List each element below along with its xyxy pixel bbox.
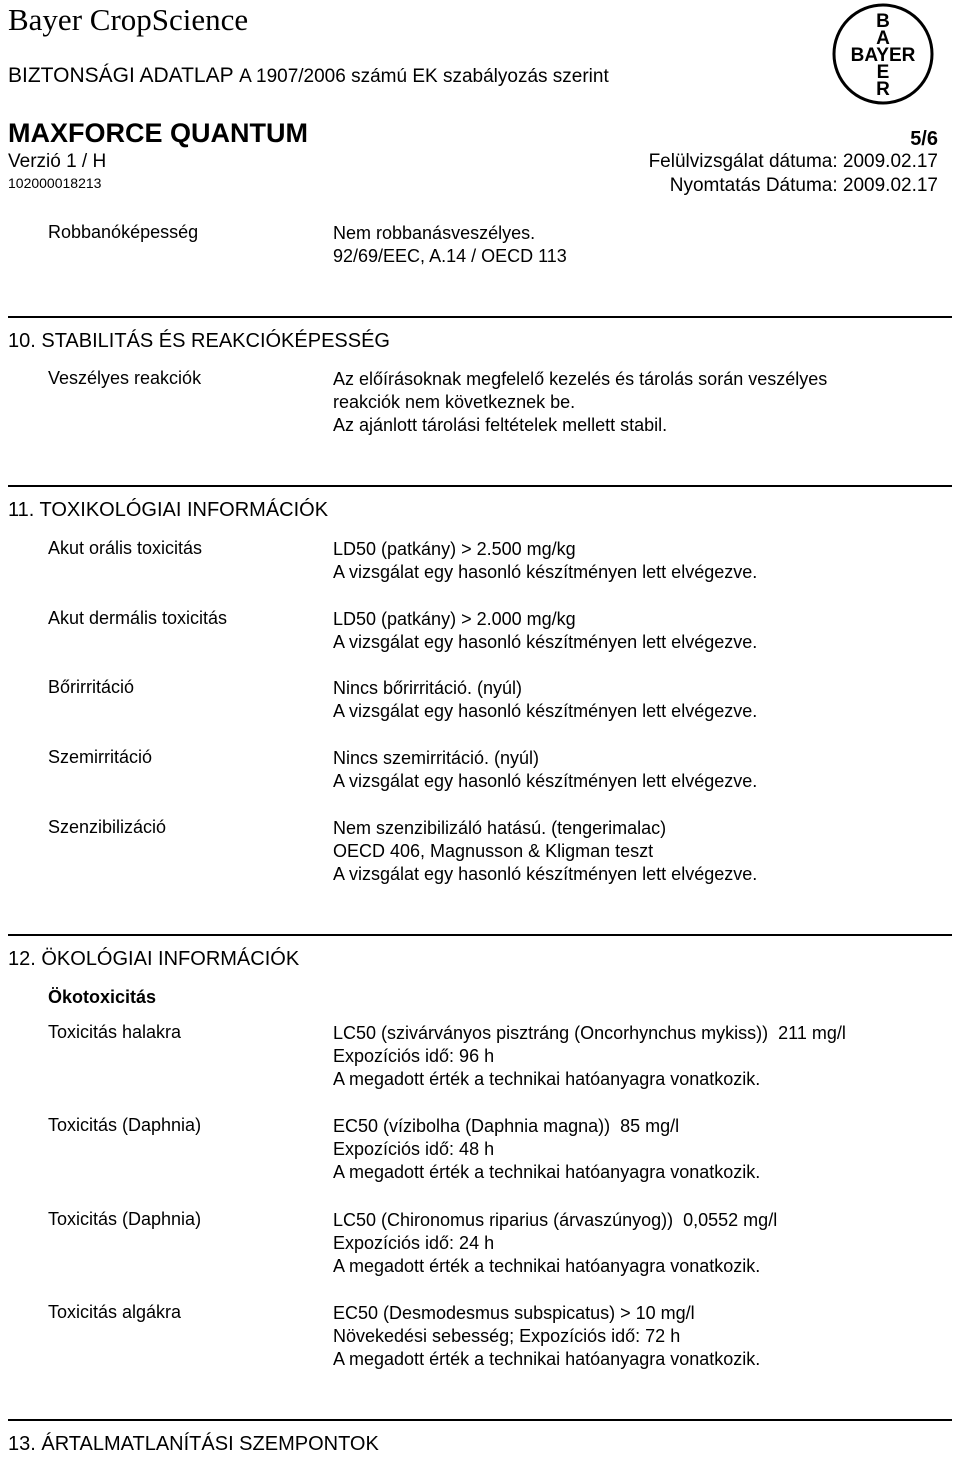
tox-label: Akut orális toxicitás (48, 538, 203, 558)
logo-letter-e: E (876, 62, 890, 83)
explosive-label: Robbanóképesség (48, 222, 199, 242)
tox-label: Akut dermális toxicitás (48, 608, 228, 628)
print-date: Nyomtatás Dátuma: 2009.02.17 (669, 175, 938, 196)
logo-letter-r: R (876, 79, 890, 100)
value-line: reakciók nem következnek be. (333, 392, 576, 412)
value-line: A megadott érték a technikai hatóanyagra vonatkozik. (333, 1162, 761, 1182)
value-line: LD50 (patkány) > 2.000 mg/kg (333, 609, 576, 629)
section-divider (8, 934, 952, 936)
eco-label: Toxicitás algákra (48, 1302, 182, 1322)
tox-value (333, 608, 757, 654)
value-line: EC50 (vízibolha (Daphnia magna)) 85 mg/l (333, 1116, 680, 1136)
value-line: A megadott érték a technikai hatóanyagra vonatkozik. (333, 1349, 761, 1369)
section-divider (8, 316, 952, 318)
section-10-label: Veszélyes reakciók (48, 368, 202, 388)
value-line: A megadott érték a technikai hatóanyagra vonatkozik. (333, 1069, 761, 1089)
document-number: 102000018213 (8, 175, 102, 191)
value-line: Expozíciós idő: 96 h (333, 1046, 495, 1066)
value-line: Az előírásoknak megfelelő kezelés és tárolás során veszélyes (333, 369, 828, 389)
logo-word: BAYER (850, 45, 916, 66)
value-line: Nem robbanásveszélyes. (333, 223, 536, 243)
section-divider (8, 1419, 952, 1421)
value-line: Növekedési sebesség; Expozíciós idő: 72 h (333, 1326, 681, 1346)
section-10-value (333, 368, 827, 437)
value-line: Nem szenzibilizáló hatású. (tengerimalac) (333, 818, 667, 838)
eco-value (333, 1302, 760, 1371)
eco-value (333, 1022, 846, 1091)
bayer-cross-logo (830, 2, 936, 106)
value-line: Expozíciós idő: 48 h (333, 1139, 495, 1159)
doc-type-title: BIZTONSÁGI ADATLAP (8, 64, 234, 87)
value-line: A vizsgálat egy hasonló készítményen lett elvégezve. (333, 864, 758, 884)
tox-label: Szemirritáció (48, 747, 153, 767)
section-divider (8, 485, 952, 487)
value-line: LC50 (Chironomus riparius (árvaszúnyog)) 0,0552 mg/l (333, 1210, 778, 1230)
value-line: LD50 (patkány) > 2.500 mg/kg (333, 539, 576, 559)
logo-letter-a: A (876, 28, 890, 49)
regulation-text: A 1907/2006 számú EK szabályozás szerint (239, 66, 609, 87)
value-line: A megadott érték a technikai hatóanyagra vonatkozik. (333, 1256, 761, 1276)
logo-letter-b: B (876, 11, 890, 32)
section-10-title: 10. STABILITÁS ÉS REAKCIÓKÉPESSÉG (8, 330, 390, 352)
section-13-title: 13. ÁRTALMATLANÍTÁSI SZEMPONTOK (8, 1433, 379, 1455)
value-line: LC50 (szivárványos pisztráng (Oncorhynchus mykiss)) 211 mg/l (333, 1023, 846, 1043)
ecotoxicity-subtitle: Ökotoxicitás (48, 987, 157, 1007)
eco-value (333, 1209, 777, 1278)
company-name: Bayer CropScience (8, 2, 249, 37)
value-line: A vizsgálat egy hasonló készítményen lett elvégezve. (333, 632, 758, 652)
value-line: Nincs bőrirritáció. (nyúl) (333, 678, 523, 698)
value-line: A vizsgálat egy hasonló készítményen lett elvégezve. (333, 771, 758, 791)
section-12-title: 12. ÖKOLÓGIAI INFORMÁCIÓK (8, 948, 300, 970)
value-line: A vizsgálat egy hasonló készítményen lett elvégezve. (333, 701, 758, 721)
version: Verzió 1 / H (8, 151, 107, 172)
section-11-title: 11. TOXIKOLÓGIAI INFORMÁCIÓK (8, 499, 329, 521)
value-line: A vizsgálat egy hasonló készítményen lett elvégezve. (333, 562, 758, 582)
product-name: MAXFORCE QUANTUM (8, 118, 308, 148)
tox-value (333, 538, 757, 584)
explosive-value (333, 222, 567, 268)
tox-label: Bőrirritáció (48, 677, 135, 697)
eco-label: Toxicitás (Daphnia) (48, 1209, 202, 1229)
page-number: 5/6 (910, 128, 938, 150)
document-type (8, 64, 609, 88)
value-line: OECD 406, Magnusson & Kligman teszt (333, 841, 654, 861)
value-line: Az ajánlott tárolási feltételek mellett stabil. (333, 415, 668, 435)
value-line: Expozíciós idő: 24 h (333, 1233, 495, 1253)
tox-value (333, 677, 757, 723)
eco-label: Toxicitás halakra (48, 1022, 182, 1042)
value-line: EC50 (Desmodesmus subspicatus) > 10 mg/l (333, 1303, 695, 1323)
value-line: Nincs szemirritáció. (nyúl) (333, 748, 540, 768)
value-line: 92/69/EEC, A.14 / OECD 113 (333, 246, 567, 266)
tox-value (333, 817, 757, 886)
eco-value (333, 1115, 760, 1184)
eco-label: Toxicitás (Daphnia) (48, 1115, 202, 1135)
tox-label: Szenzibilizáció (48, 817, 167, 837)
review-date: Felülvizsgálat dátuma: 2009.02.17 (648, 151, 938, 172)
tox-value (333, 747, 757, 793)
